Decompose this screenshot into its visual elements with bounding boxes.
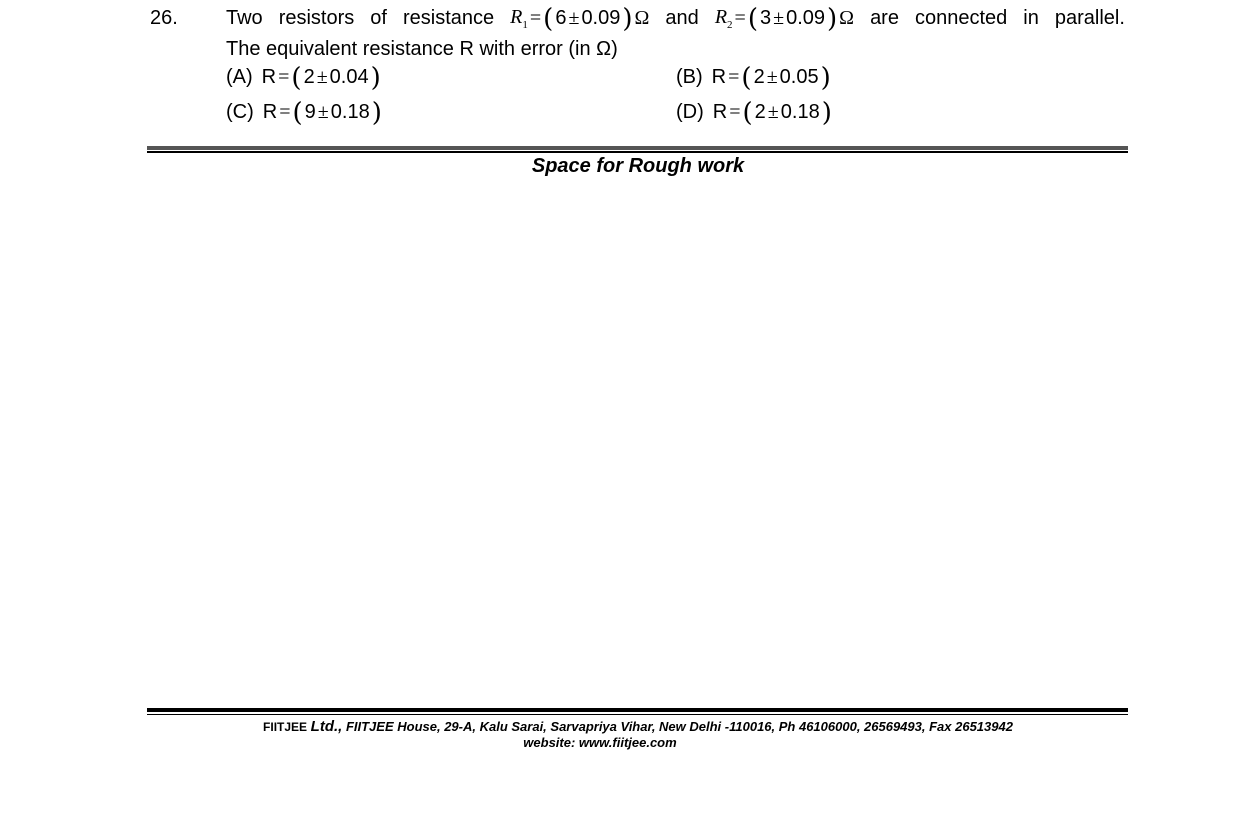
divider [147, 151, 1128, 153]
option-label: (B) [676, 65, 703, 88]
r2-symbol: $R_2$ [714, 5, 733, 31]
footer-address: FIITJEE House, 29-A, Kalu Sarai, Sarvapriya Vihar, New Delhi -110016, Ph 46106000, 26569493, Fax 26513942 [345, 719, 1013, 734]
r1-expression: $R_1$ = ( 6 ± 0.09 ) Ω [510, 4, 650, 34]
footer-ltd: Ltd., [310, 718, 343, 735]
question-number: 26. [150, 7, 178, 29]
word: parallel. [1054, 6, 1125, 29]
word: resistance [403, 6, 495, 29]
word: are [870, 6, 899, 29]
question-line-2: The equivalent resistance R with error (in Ω) [226, 38, 618, 60]
word: in [1023, 6, 1039, 29]
r2-expression: $R_2$ = ( 3 ± 0.09 ) Ω [714, 4, 855, 34]
option-d[interactable] [676, 97, 832, 127]
footer-divider [147, 708, 1128, 712]
word: Two [226, 6, 263, 29]
option-expression: R = ( 2 ± 0.18 ) [712, 98, 832, 128]
word: resistors [278, 6, 355, 29]
option-b[interactable] [676, 62, 831, 92]
question-line-1 [226, 4, 1125, 32]
option-expression: R = ( 9 ± 0.18 ) [262, 98, 382, 128]
option-label: (C) [226, 100, 254, 123]
divider [147, 146, 1128, 150]
footer-brand: FIITJEE [263, 720, 308, 734]
footer-address-line [0, 719, 1238, 735]
option-label: (A) [226, 65, 253, 88]
r1-symbol: $R_1$ [510, 5, 528, 31]
rough-work-area [147, 180, 1128, 705]
footer-website: website: www.fiitjee.com [523, 735, 677, 750]
rough-work-title: Space for Rough work [531, 155, 745, 177]
word: and [665, 6, 699, 29]
option-a[interactable] [226, 62, 381, 92]
option-label: (D) [676, 100, 704, 123]
option-expression: R = ( 2 ± 0.05 ) [711, 63, 831, 93]
word: of [370, 6, 387, 29]
word: connected [914, 6, 1008, 29]
footer-divider [147, 714, 1128, 715]
option-c[interactable] [226, 97, 382, 127]
option-expression: R = ( 2 ± 0.04 ) [261, 63, 381, 93]
